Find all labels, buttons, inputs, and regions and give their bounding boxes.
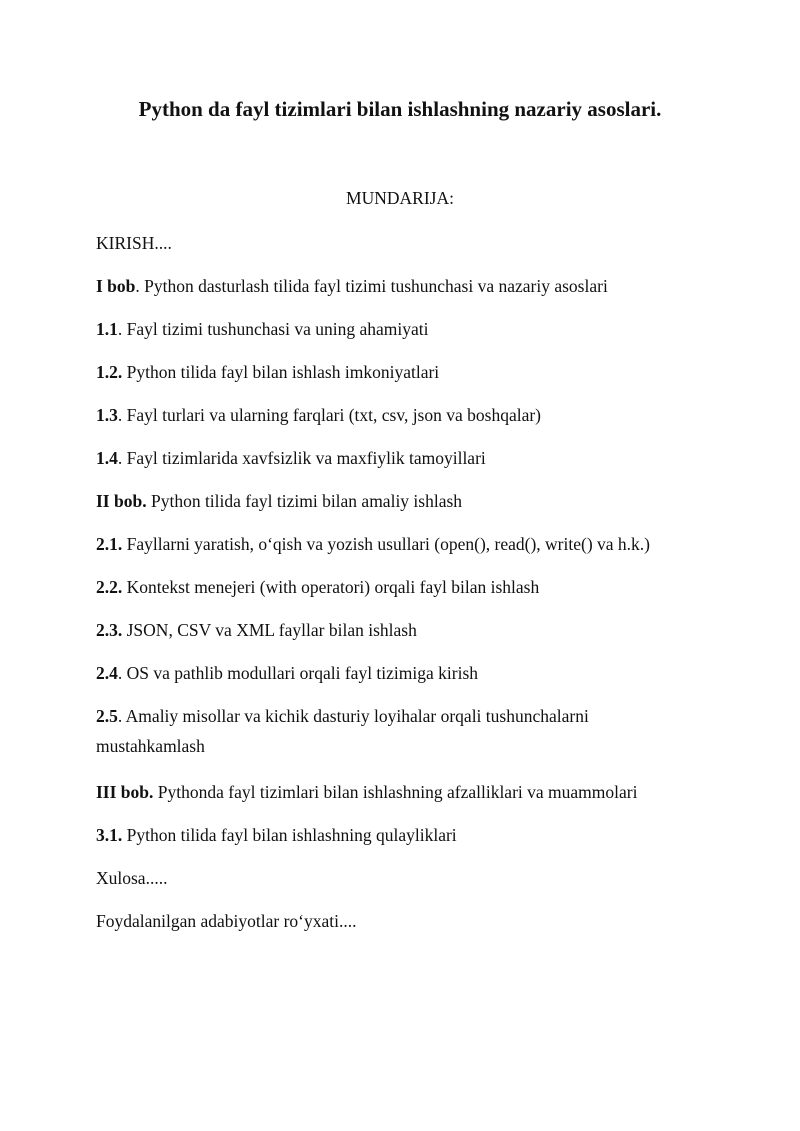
toc-entry-number: 2.5 — [96, 706, 118, 726]
toc-entry-references — [96, 906, 736, 936]
toc-entry-kirish — [96, 228, 736, 258]
toc-entry-2-2 — [96, 572, 736, 602]
toc-entry-3-1 — [96, 820, 736, 850]
toc-entry-number: 1.3 — [96, 405, 118, 425]
toc-entry-text: OS va pathlib modullari orqali fayl tizimiga kirish — [126, 663, 479, 683]
toc-entry-2-5: 2.5. Amaliy misollar va kichik dasturiy loyihalar orqali tushunchalarni mustahkamlash — [96, 706, 589, 756]
toc-entry-text: Fayl turlari va ularning farqlari (txt, csv, json va boshqalar) — [126, 405, 541, 425]
toc-entry-text: Python tilida fayl bilan ishlashning qulayliklari — [126, 825, 457, 845]
toc-entry-text: Pythonda fayl tizimlari bilan ishlashning afzalliklari va muammolari — [157, 782, 638, 802]
toc-entry-number: 2.3. — [96, 620, 123, 640]
toc-entry-1-3: 1.3. Fayl turlari va ularning farqlari (txt, csv, json va boshqalar) — [96, 405, 541, 425]
toc-entry-text: Fayl tizimi tushunchasi va uning ahamiyati — [126, 319, 429, 339]
toc-entry-text: Foydalanilgan adabiyotlar ro‘yxati.... — [96, 911, 357, 931]
toc-heading: MUNDARIJA: — [346, 188, 454, 208]
toc-entry-text: KIRISH.... — [96, 233, 172, 253]
toc-entry-number: 1.2. — [96, 362, 123, 382]
toc-entry-text: JSON, CSV va XML fayllar bilan ishlash — [126, 620, 417, 640]
toc-entry-text: Xulosa..... — [96, 868, 168, 888]
toc-entry-number: II bob. — [96, 491, 147, 511]
toc-entry-number: 2.1. — [96, 534, 123, 554]
toc-entry-chapter-3 — [96, 777, 736, 807]
toc-entry-chapter-1: I bob. Python dasturlash tilida fayl tizimi tushunchasi va nazariy asoslari — [96, 276, 608, 296]
toc-entry-2-1 — [96, 529, 736, 559]
toc-entry-1-4: 1.4. Fayl tizimlarida xavfsizlik va maxfiylik tamoyillari — [96, 448, 486, 468]
toc-entry-number: 3.1. — [96, 825, 123, 845]
toc-entry-number: I bob — [96, 276, 136, 296]
toc-entry-number: 2.2. — [96, 577, 123, 597]
toc-entry-text: Kontekst menejeri (with operatori) orqali fayl bilan ishlash — [126, 577, 540, 597]
toc-entry-1-1: 1.1. Fayl tizimi tushunchasi va uning ahamiyati — [96, 319, 429, 339]
toc-entry-text: Fayllarni yaratish, o‘qish va yozish usullari (open(), read(), write() va h.k.) — [126, 534, 651, 554]
toc-entry-1-2 — [96, 357, 736, 387]
toc-entry-chapter-2 — [96, 486, 736, 516]
toc-entry-text: Python tilida fayl bilan ishlash imkoniyatlari — [126, 362, 440, 382]
toc-entry-number: 1.1 — [96, 319, 118, 339]
toc-entry-2-3 — [96, 615, 736, 645]
toc-entry-text: Fayl tizimlarida xavfsizlik va maxfiylik tamoyillari — [126, 448, 486, 468]
toc-entry-number: III bob. — [96, 782, 154, 802]
toc-entry-2-4: 2.4. OS va pathlib modullari orqali fayl tizimiga kirish — [96, 663, 479, 683]
page-title: Python da fayl tizimlari bilan ishlashning nazariy asoslari. — [138, 97, 662, 121]
toc-entry-text: Amaliy misollar va kichik dasturiy loyihalar orqali tushunchalarni mustahkamlash — [96, 706, 589, 756]
toc-entry-number: 1.4 — [96, 448, 118, 468]
toc-entry-text: Python tilida fayl tizimi bilan amaliy ishlash — [150, 491, 463, 511]
toc-entry-text: Python dasturlash tilida fayl tizimi tushunchasi va nazariy asoslari — [144, 276, 608, 296]
toc-entry-xulosa — [96, 863, 736, 893]
toc-entry-number: 2.4 — [96, 663, 118, 683]
